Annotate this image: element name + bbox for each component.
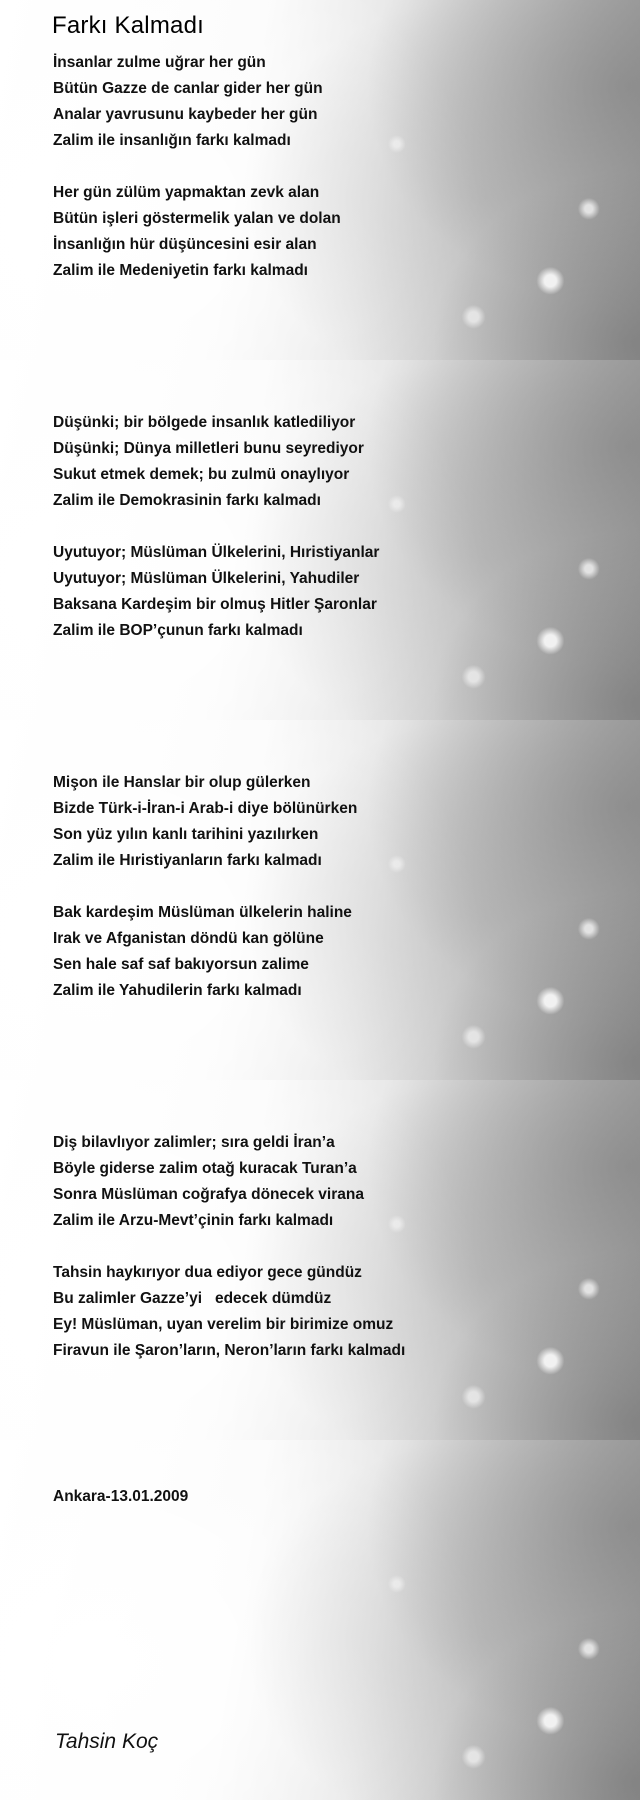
poem-line: Analar yavrusunu kaybeder her gün (53, 106, 318, 123)
poem-panel-5 (0, 1440, 640, 1800)
poem-line: Firavun ile Şaron’ların, Neron’ların farkı kalmadı (53, 1342, 406, 1359)
poem-line: Zalim ile Medeniyetin farkı kalmadı (53, 262, 308, 279)
poem-line: Mişon ile Hanslar bir olup gülerken (53, 774, 311, 791)
poem-title: Farkı Kalmadı (52, 12, 204, 39)
poem-line: Bizde Türk-i-İran-i Arab-i diye bölünürken (53, 800, 358, 817)
poem-line: Düşünki; Dünya milletleri bunu seyrediyor (53, 440, 364, 457)
poem-line: Bak kardeşim Müslüman ülkelerin haline (53, 904, 352, 921)
poem-line: Bütün işleri göstermelik yalan ve dolan (53, 210, 341, 227)
poem-line: Bu zalimler Gazze’yi edecek dümdüz (53, 1290, 332, 1307)
stanza-6 (53, 900, 352, 1004)
poem-line: Zalim ile BOP’çunun farkı kalmadı (53, 622, 303, 639)
stanza-7 (53, 1130, 364, 1234)
date-place: Ankara-13.01.2009 (53, 1488, 189, 1505)
stanza-4 (53, 540, 379, 644)
poem-line: Sen hale saf saf bakıyorsun zalime (53, 956, 309, 973)
poem-line: Ey! Müslüman, uyan verelim bir birimize omuz (53, 1316, 394, 1333)
poem-line: İnsanlar zulme uğrar her gün (53, 54, 266, 71)
poem-line: Diş bilavlıyor zalimler; sıra geldi İran’a (53, 1134, 335, 1151)
poem-line: Sonra Müslüman coğrafya dönecek virana (53, 1186, 364, 1203)
poem-line: Irak ve Afganistan döndü kan gölüne (53, 930, 324, 947)
poem-line: Sukut etmek demek; bu zulmü onaylıyor (53, 466, 350, 483)
poem-panel-4 (0, 1080, 640, 1440)
poem-line: Zalim ile Arzu-Mevt’çinin farkı kalmadı (53, 1212, 334, 1229)
poem-panel-3 (0, 720, 640, 1080)
poem-line: Zalim ile Yahudilerin farkı kalmadı (53, 982, 302, 999)
poem-line: Zalim ile insanlığın farkı kalmadı (53, 132, 291, 149)
poem-line: Tahsin haykırıyor dua ediyor gece gündüz (53, 1264, 362, 1281)
poem-panel-2 (0, 360, 640, 720)
poem-line: Böyle giderse zalim otağ kuracak Turan’a (53, 1160, 357, 1177)
poem-line: Her gün zülüm yapmaktan zevk alan (53, 184, 320, 201)
stanza-5 (53, 770, 357, 874)
stanza-2 (53, 180, 341, 284)
stanza-1 (53, 50, 323, 154)
stanza-8 (53, 1260, 405, 1364)
stanza-3 (53, 410, 364, 514)
poem-line: Zalim ile Hıristiyanların farkı kalmadı (53, 852, 322, 869)
poem-line: Bütün Gazze de canlar gider her gün (53, 80, 323, 97)
poem-line: Düşünki; bir bölgede insanlık katlediliyor (53, 414, 356, 431)
poem-line: İnsanlığın hür düşüncesini esir alan (53, 236, 317, 253)
poem-line: Baksana Kardeşim bir olmuş Hitler Şaronlar (53, 596, 377, 613)
poem-line: Zalim ile Demokrasinin farkı kalmadı (53, 492, 321, 509)
author-signature: Tahsin Koç (55, 1730, 159, 1753)
poem-line: Son yüz yılın kanlı tarihini yazılırken (53, 826, 319, 843)
poem-line: Uyutuyor; Müslüman Ülkelerini, Hıristiyanlar (53, 544, 380, 561)
poem-panel-1 (0, 0, 640, 360)
poem-line: Uyutuyor; Müslüman Ülkelerini, Yahudiler (53, 570, 360, 587)
